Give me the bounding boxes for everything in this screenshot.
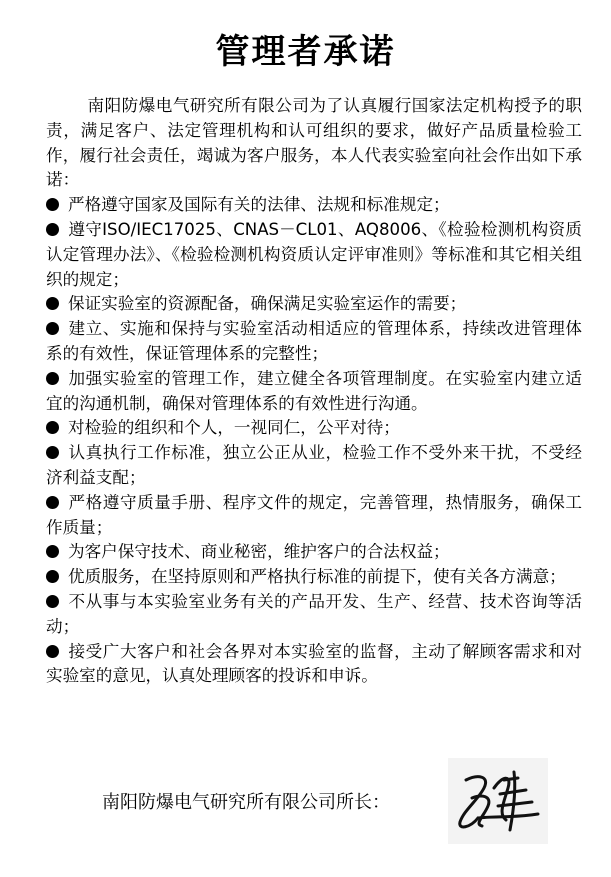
commitment-item: [46, 565, 582, 590]
commitment-item: [46, 540, 582, 565]
commitment-text: 遵守ISO/IEC17025、CNAS－CL01、AQ8006、《检验检测机构资质认定管理办法》、《检验检测机构资质认定评审准则》等标准和其它相关组织的规定；: [46, 219, 582, 289]
bullet-icon: [46, 570, 59, 583]
bullet-icon: [46, 421, 59, 434]
commitment-item: [46, 292, 582, 317]
commitment-item: [46, 317, 582, 367]
commitment-item: [46, 416, 582, 441]
bullet-icon: [46, 322, 59, 335]
commitment-item: [46, 441, 582, 491]
bullet-icon: [46, 595, 59, 608]
signer-label: 南阳防爆电气研究所有限公司所长：: [102, 792, 390, 813]
bullet-icon: [46, 297, 59, 310]
commitment-text: 认真执行工作标准，独立公正从业，检验工作不受外来干扰，不受经济利益支配；: [46, 443, 582, 487]
commitment-text: 严格遵守国家及国际有关的法律、法规和标准规定；: [68, 195, 450, 215]
commitment-text: 对检验的组织和个人，一视同仁，公平对待；: [68, 418, 400, 438]
commitment-item: [46, 367, 582, 417]
commitment-text: 为客户保守技术、商业秘密，维护客户的合法权益；: [68, 542, 450, 562]
commitment-item: [46, 590, 582, 640]
commitment-item: [46, 218, 582, 292]
commitment-text: 加强实验室的管理工作，建立健全各项管理制度。在实验室内建立适宜的沟通机制，确保对管理体系的有效性进行沟通。: [46, 368, 582, 413]
intro-paragraph: 南阳防爆电气研究所有限公司为了认真履行国家法定机构授予的职责，满足客户、法定管理机构和认可组织的要求，做好产品质量检验工作，履行社会责任，竭诚为客户服务，本人代表实验室向社会作出如下承诺：: [46, 96, 582, 190]
document-body: [46, 94, 582, 689]
bullet-icon: [46, 446, 59, 459]
commitment-item: [46, 491, 582, 541]
commitment-item: [46, 193, 582, 218]
bullet-icon: [46, 645, 59, 658]
commitment-text: 接受广大客户和社会各界对本实验室的监督，主动了解顾客需求和对实验室的意见，认真处理顾客的投诉和申诉。: [46, 641, 582, 686]
commitment-text: 保证实验室的资源配备，确保满足实验室运作的需要；: [68, 294, 467, 314]
bullet-icon: [46, 496, 59, 509]
commitment-text: 严格遵守质量手册、程序文件的规定，完善管理，热情服务，确保工作质量；: [46, 492, 582, 537]
signature-icon: [448, 758, 548, 844]
commitment-text: 不从事与本实验室业务有关的产品开发、生产、经营、技术咨询等活动；: [46, 591, 582, 636]
commitment-text: 优质服务，在坚持原则和严格执行标准的前提下，使有关各方满意；: [68, 567, 566, 587]
bullet-icon: [46, 372, 59, 385]
commitment-item: [46, 640, 582, 690]
bullet-icon: [46, 223, 59, 236]
page-title: 管理者承诺: [215, 32, 396, 72]
commitment-text: 建立、实施和保持与实验室活动相适应的管理体系，持续改进管理体系的有效性，保证管理体系的完整性；: [46, 319, 582, 363]
bullet-icon: [46, 198, 59, 211]
bullet-icon: [46, 545, 59, 558]
